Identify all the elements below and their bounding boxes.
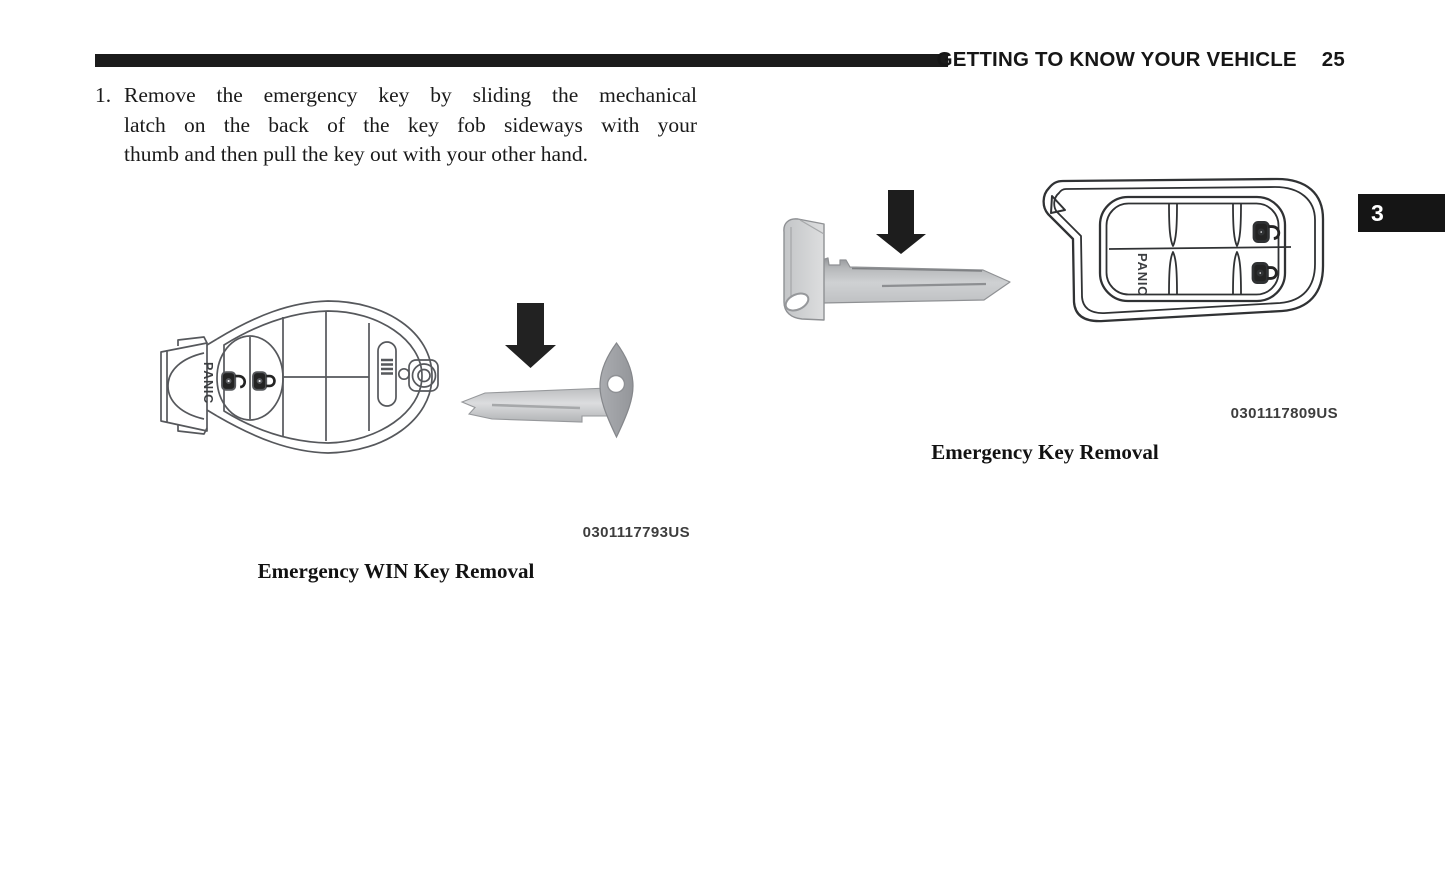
lock-icon	[1253, 263, 1276, 282]
lock-icon	[253, 372, 274, 390]
instruction-line: latch on the back of the key fob sideways with your	[124, 112, 697, 137]
key-removal-illustration	[770, 170, 1350, 335]
win-key-illustration	[140, 290, 660, 470]
chapter-tab	[1358, 194, 1445, 232]
unlock-icon	[222, 372, 245, 390]
header-rule	[95, 54, 948, 67]
instruction-text	[124, 81, 697, 170]
header-title: GETTING TO KNOW YOUR VEHICLE	[936, 48, 1297, 71]
instruction-step-1	[95, 81, 697, 170]
figure-caption: Emergency WIN Key Removal	[257, 559, 535, 583]
page-header	[936, 48, 1345, 72]
instruction-number: 1.	[95, 83, 112, 107]
panic-label: PANIC	[1135, 253, 1150, 297]
key-fob-outline	[1044, 179, 1323, 321]
figure-part-number: 0301117809US	[1230, 405, 1338, 422]
arrow-down-icon	[505, 303, 556, 368]
emergency-key	[462, 343, 633, 437]
mechanical-latch-slider	[378, 342, 396, 406]
panic-label: PANIC	[201, 362, 215, 404]
panic-button	[161, 337, 207, 434]
instruction-line: Remove the emergency key by sliding the mechanical	[124, 83, 697, 107]
figure-part-number: 0301117793US	[582, 524, 690, 541]
unlock-icon	[1254, 222, 1279, 241]
keyring-icon	[409, 360, 438, 391]
instruction-line: thumb and then pull the key out with your other hand.	[124, 142, 588, 167]
figure-caption: Emergency Key Removal	[931, 440, 1159, 464]
win-key-fob	[161, 301, 438, 453]
keyring-hole	[1051, 196, 1065, 213]
chapter-tab-label: 3	[1371, 199, 1384, 226]
arrow-down-icon	[876, 190, 926, 254]
page-number: 25	[1321, 48, 1345, 71]
